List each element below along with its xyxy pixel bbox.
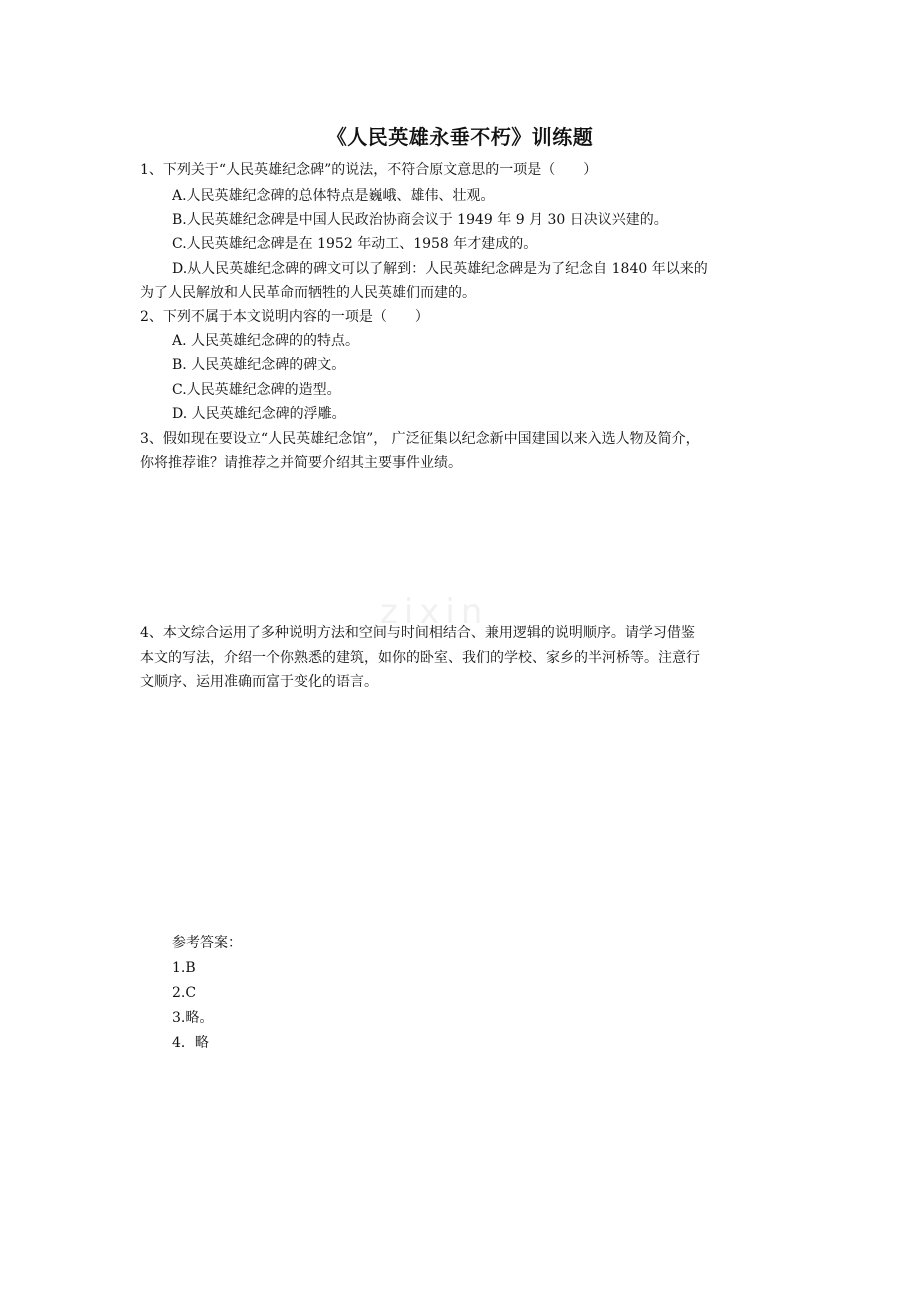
answers-heading: 参考答案： — [172, 935, 242, 951]
answer-item-1: 1.B — [172, 960, 196, 976]
question-4-line2: 本文的写法，介绍一个你熟悉的建筑，如你的卧室、我们的学校、家乡的半河桥等。注意行 — [140, 650, 700, 666]
question-2-option-c: C.人民英雄纪念碑的造型。 — [172, 382, 341, 398]
question-1-option-c: C.人民英雄纪念碑是在 1952 年动工、1958 年才建成的。 — [172, 236, 538, 252]
question-4-line1: 4、本文综合运用了多种说明方法和空间与时间相结合、兼用逻辑的说明顺序。请学习借鉴 — [140, 625, 695, 641]
question-1-stem: 1、下列关于“人民英雄纪念碑”的说法，不符合原文意思的一项是（ ） — [140, 162, 598, 178]
question-2-stem: 2、下列不属于本文说明内容的一项是（ ） — [140, 309, 429, 325]
question-4-line3: 文顺序、运用准确而富于变化的语言。 — [140, 674, 378, 690]
question-2-option-a: A. 人民英雄纪念碑的的特点。 — [172, 333, 360, 349]
answer-item-2: 2.C — [172, 985, 197, 1001]
answer-item-3: 3.略。 — [172, 1010, 214, 1026]
answer-item-4: 4．略 — [172, 1035, 209, 1051]
question-3-line1: 3、假如现在要设立“人民英雄纪念馆”， 广泛征集以纪念新中国建国以来入选人物及简介， — [140, 431, 700, 447]
watermark: zixin — [380, 592, 489, 632]
question-1-option-d-line1: D.从人民英雄纪念碑的碑文可以了解到：人民英雄纪念碑是为了纪念自 1840 年以来的 — [172, 261, 708, 277]
question-2-option-d: D. 人民英雄纪念碑的浮雕。 — [172, 406, 346, 422]
question-1-option-b: B.人民英雄纪念碑是中国人民政治协商会议于 1949 年 9 月 30 日决议兴建的。 — [172, 212, 668, 228]
question-1-option-a: A.人民英雄纪念碑的总体特点是巍峨、雄伟、壮观。 — [172, 188, 495, 204]
question-1-option-d-line2: 为了人民解放和人民革命而牺牲的人民英雄们而建的。 — [140, 285, 476, 301]
question-2-option-b: B. 人民英雄纪念碑的碑文。 — [172, 357, 346, 373]
question-3-line2: 你将推荐谁？请推荐之并简要介绍其主要事件业绩。 — [140, 455, 462, 471]
page-title: 《人民英雄永垂不朽》训练题 — [326, 125, 594, 149]
